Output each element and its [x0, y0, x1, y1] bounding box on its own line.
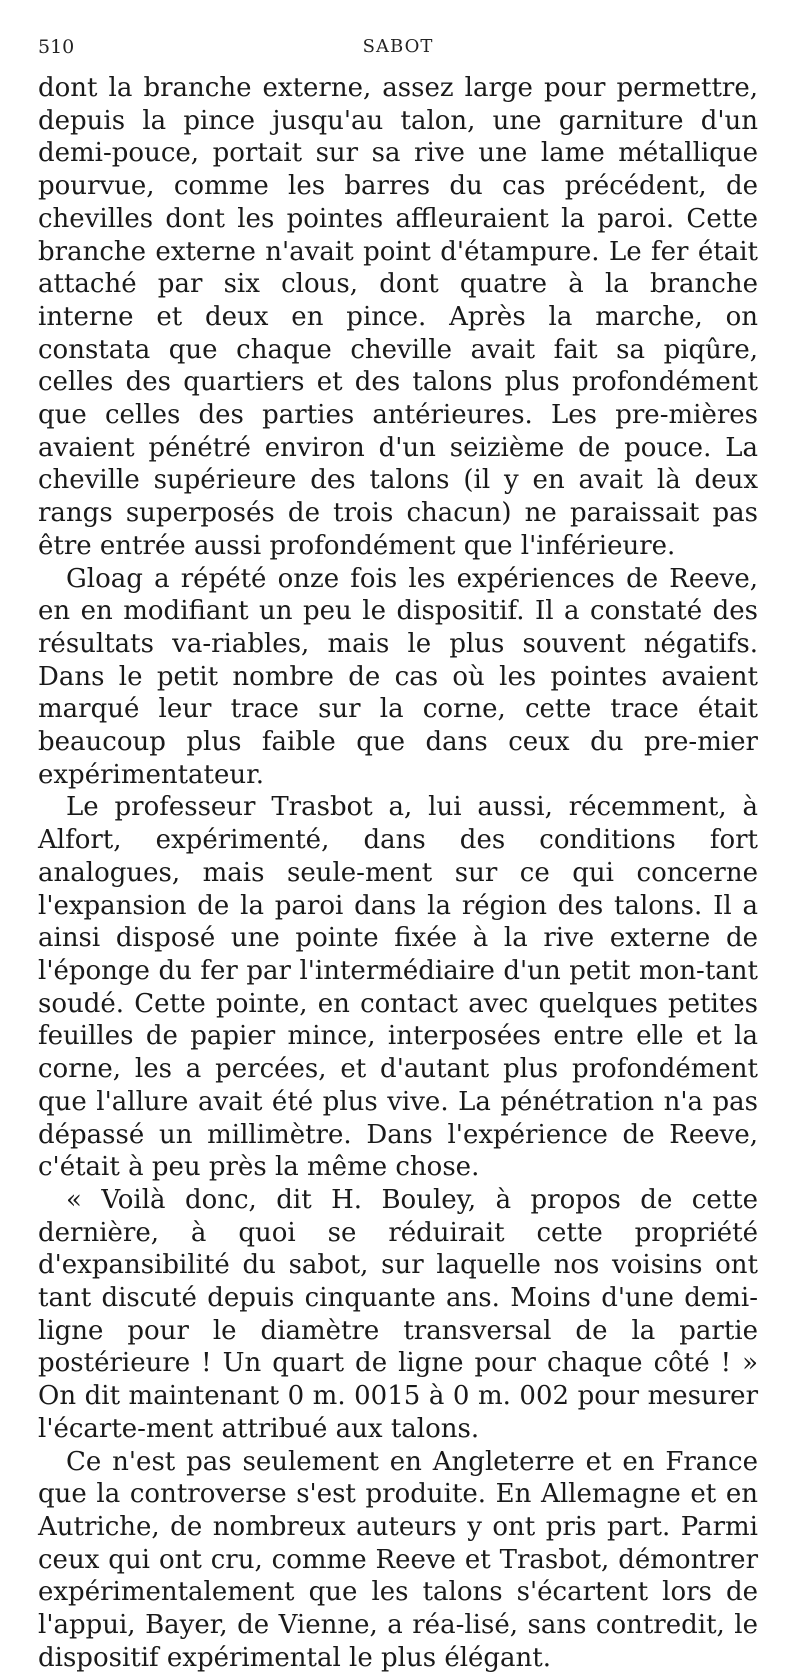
paragraph-5: Ce n'est pas seulement en Angleterre et en France que la controverse s'est produite. En Allemagne et en Autriche, de nombreux auteurs y ont pris part. Parmi ceux qui ont cru, comme Reeve et Trasbot, démontrer expérimentalement que les talons s'écartent lors de l'appui, Bayer, de Vienne, a réa-lisé, sans contredit, le dispositif expérimental le plus élégant.	[38, 1446, 758, 1673]
paragraph-2: Gloag a répété onze fois les expériences de Reeve, en en modifiant un peu le dispositif. Il a constaté des résultats va-riables, mais le plus souvent négatifs. Dans le petit nombre de cas où les pointes avaient marqué leur trace sur la corne, cette trace était beaucoup plus faible que dans ceux du pre-mier expérimentateur.	[38, 563, 758, 790]
paragraph-4: « Voilà donc, dit H. Bouley, à propos de cette dernière, à quoi se réduirait cette propriété d'expansibilité du sabot, sur laquelle nos voisins ont tant discuté depuis cinquante ans. Moins d'une demi-ligne pour le diamètre transversal de la partie postérieure ! Un quart de ligne pour chaque côté ! » On dit maintenant 0 m. 0015 à 0 m. 002 pour mesurer l'écarte-ment attribué aux talons.	[38, 1184, 758, 1444]
paragraph-3: Le professeur Trasbot a, lui aussi, récemment, à Alfort, expérimenté, dans des conditions fort analogues, mais seule-ment sur ce qui concerne l'expansion de la paroi dans la région des talons. Il a ainsi disposé une pointe fixée à la rive externe de l'éponge du fer par l'intermédiaire d'un petit mon-tant soudé. Cette pointe, en contact avec quelques petites feuilles de papier mince, interposées entre elle et la corne, les a percées, et d'autant plus profondément que l'allure avait été plus vive. La pénétration n'a pas dépassé un millimètre. Dans l'expérience de Reeve, c'était à peu près la même chose.	[38, 792, 758, 1183]
page-number: 510	[38, 36, 75, 58]
paragraph-1: dont la branche externe, assez large pour permettre, depuis la pince jusqu'au talon, une garniture d'un demi-pouce, portait sur sa rive une lame métallique pourvue, comme les barres du cas précédent, de chevilles dont les pointes affleuraient la paroi. Cette branche externe n'avait point d'étampure. Le fer était attaché par six clous, dont quatre à la branche interne et deux en pince. Après la marche, on constata que chaque cheville avait fait sa piqûre, celles des quartiers et des talons plus profondément que celles des parties antérieures. Les pre-mières avaient pénétré environ d'un seizième de pouce. La cheville supérieure des talons (il y en avait là deux rangs superposés de trois chacun) ne paraissait pas être entrée aussi profondément que l'inférieure.	[38, 73, 758, 561]
running-title: SABOT	[362, 36, 434, 57]
body-text	[38, 72, 758, 1674]
running-head	[38, 30, 758, 64]
